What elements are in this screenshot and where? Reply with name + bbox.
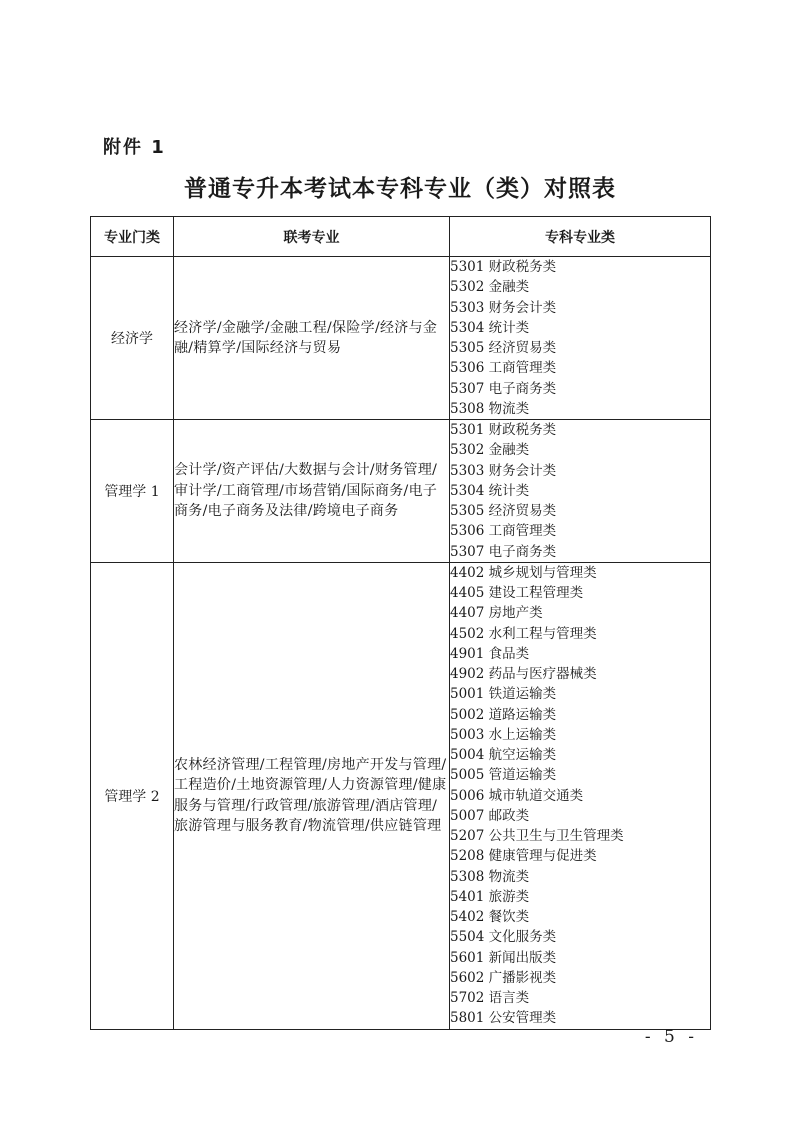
college-major-item: 5307 电子商务类 [450, 543, 557, 560]
college-major-item: 5302 金融类 [450, 279, 530, 296]
college-major-item: 4901 食品类 [450, 645, 530, 662]
college-major-item: 5208 健康管理与促进类 [450, 848, 597, 865]
major-mapping-table [90, 216, 711, 1030]
page-number: - 5 - [644, 1027, 698, 1047]
college-major-item: 5602 广播影视类 [450, 969, 557, 986]
college-major-item: 5301 财政税务类 [450, 422, 557, 438]
college-major-item: 5306 工商管理类 [450, 360, 557, 377]
category-cell: 经济学 [91, 257, 174, 420]
college-major-item: 4902 药品与医疗器械类 [450, 666, 597, 682]
college-major-item: 5207 公共卫生与卫生管理类 [450, 828, 624, 844]
college-major-item: 5401 旅游类 [450, 888, 530, 905]
table-header-row [91, 217, 711, 257]
college-majors-cell [450, 257, 711, 420]
college-major-item: 5308 物流类 [450, 868, 530, 885]
college-major-item: 5305 经济贸易类 [450, 340, 557, 356]
college-major-item: 5304 统计类 [450, 482, 530, 499]
table-row [91, 562, 711, 1029]
college-major-item: 5307 电子商务类 [450, 380, 557, 397]
table-row [91, 257, 711, 420]
joint-exam-majors-cell: 会计学/资产评估/大数据与会计/财务管理/审计学/工商管理/市场营销/国际商务/电子商务/电子商务及法律/跨境电子商务 [174, 420, 450, 563]
college-major-item: 4405 建设工程管理类 [450, 585, 584, 601]
table-row [91, 420, 711, 563]
college-major-item: 4502 水利工程与管理类 [450, 625, 597, 642]
college-majors-cell [450, 420, 711, 563]
header-category: 专业门类 [91, 217, 174, 257]
college-major-item: 5007 邮政类 [450, 807, 530, 824]
college-major-item: 5305 经济贸易类 [450, 503, 557, 519]
header-joint-exam-major: 联考专业 [174, 217, 450, 257]
college-major-item: 5801 公安管理类 [450, 1010, 557, 1027]
college-major-item: 5302 金融类 [450, 442, 530, 459]
college-major-item: 5601 新闻出版类 [450, 949, 557, 966]
attachment-label: 附件 1 [103, 137, 166, 158]
joint-exam-majors-cell: 经济学/金融学/金融工程/保险学/经济与金融/精算学/国际经济与贸易 [174, 257, 450, 420]
college-major-item: 5303 财务会计类 [450, 299, 557, 316]
college-major-item: 5301 财政税务类 [450, 259, 557, 275]
college-major-item: 5003 水上运输类 [450, 726, 557, 743]
college-major-item: 5306 工商管理类 [450, 523, 557, 540]
header-college-major-class: 专科专业类 [450, 217, 711, 257]
college-major-item: 4402 城乡规划与管理类 [450, 564, 597, 581]
college-major-item: 5402 餐饮类 [450, 909, 530, 925]
college-major-item: 5702 语言类 [450, 990, 530, 1006]
college-major-item: 5001 铁道运输类 [450, 686, 557, 703]
college-major-item: 5504 文化服务类 [450, 929, 557, 946]
college-major-item: 5303 财务会计类 [450, 462, 557, 479]
joint-exam-majors-cell: 农林经济管理/工程管理/房地产开发与管理/工程造价/土地资源管理/人力资源管理/健康服务与管理/行政管理/旅游管理/酒店管理/旅游管理与服务教育/物流管理/供应链管理 [174, 562, 450, 1029]
college-major-item: 5002 道路运输类 [450, 706, 557, 723]
college-majors-cell [450, 562, 711, 1029]
college-major-item: 5308 物流类 [450, 400, 530, 417]
category-cell: 管理学 2 [91, 562, 174, 1029]
category-cell: 管理学 1 [91, 420, 174, 563]
college-major-item: 5006 城市轨道交通类 [450, 787, 584, 804]
college-major-item: 5304 统计类 [450, 319, 530, 336]
document-title: 普通专升本考试本专科专业（类）对照表 [184, 176, 616, 202]
college-major-item: 4407 房地产类 [450, 605, 543, 622]
college-major-item: 5004 航空运输类 [450, 747, 557, 763]
college-major-item: 5005 管道运输类 [450, 767, 557, 784]
